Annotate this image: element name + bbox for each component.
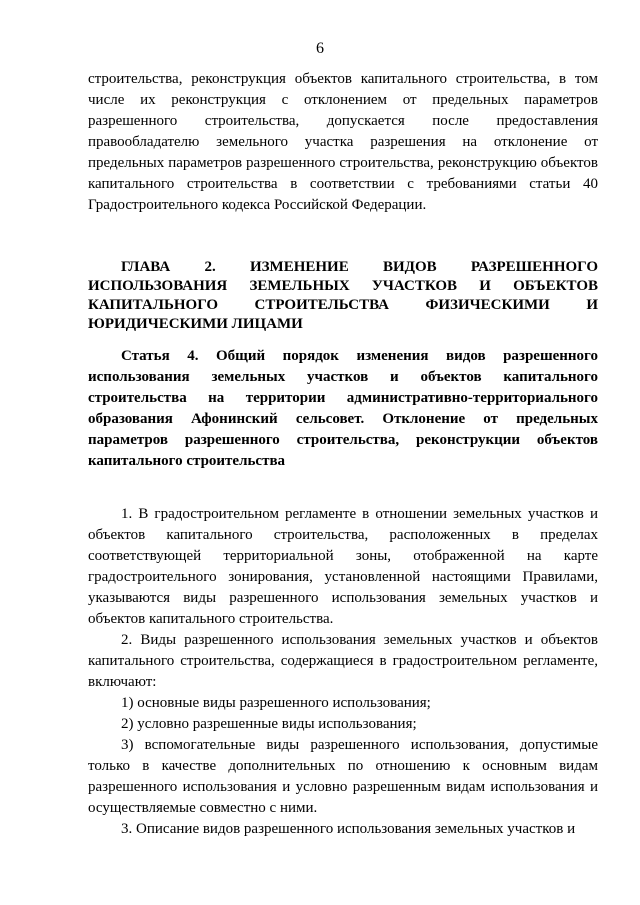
list-item-1: 1) основные виды разрешенного использования; [121, 695, 431, 711]
intro-paragraph-block [88, 69, 598, 216]
article-heading: Статья 4. Общий порядок изменения видов разрешенного использования земельных участков и объектов капитального строительства на территории административно-территориального образования Афонинский сельсовет. Отклонение от предельных параметров разрешенного строительства, реконструкции объектов капитального строительства [88, 348, 598, 469]
list-item-3: 3) вспомогательные виды разрешенного использования, допустимые только в качестве дополнительных по отношению к основным видам разрешенного использования и условно разрешенным видам использования и осуществляемые совместно с ними. [88, 737, 598, 816]
paragraph-3: 3. Описание видов разрешенного использования земельных участков и [121, 821, 576, 837]
chapter-heading-block [88, 258, 598, 334]
chapter-heading: ГЛАВА 2. ИЗМЕНЕНИЕ ВИДОВ РАЗРЕШЕННОГО ИСПОЛЬЗОВАНИЯ ЗЕМЕЛЬНЫХ УЧАСТКОВ И ОБЪЕКТОВ КАПИТАЛЬНОГО СТРОИТЕЛЬСТВА ФИЗИЧЕСКИМИ И ЮРИДИЧЕСКИМИ ЛИЦАМИ [88, 259, 598, 332]
list-item-2: 2) условно разрешенные виды использования; [121, 716, 417, 732]
article-body [88, 504, 598, 840]
paragraph-2: 2. Виды разрешенного использования земельных участков и объектов капитального строительства, содержащиеся в градостроительном регламенте, включают: [88, 632, 598, 690]
intro-paragraph: строительства, реконструкция объектов капитального строительства, в том числе их реконструкция с отклонением от предельных параметров разрешенного строительства, допускается после предоставления правообладателю земельного участка разрешения на отклонение от предельных параметров разрешенного строительства, реконструкцию объектов капитального строительства в соответствии с требованиями статьи 40 Градостроительного кодекса Российской Федерации. [88, 71, 598, 213]
paragraph-1: 1. В градостроительном регламенте в отношении земельных участков и объектов капитального строительства, расположенных в пределах соответствующей территориальной зоны, отображенной на карте градостроительного зонирования, установленной настоящими Правилами, указываются виды разрешенного использования земельных участков и объектов капитального строительства. [88, 506, 598, 627]
page-number: 6 [316, 40, 324, 57]
article-heading-block [88, 346, 598, 472]
